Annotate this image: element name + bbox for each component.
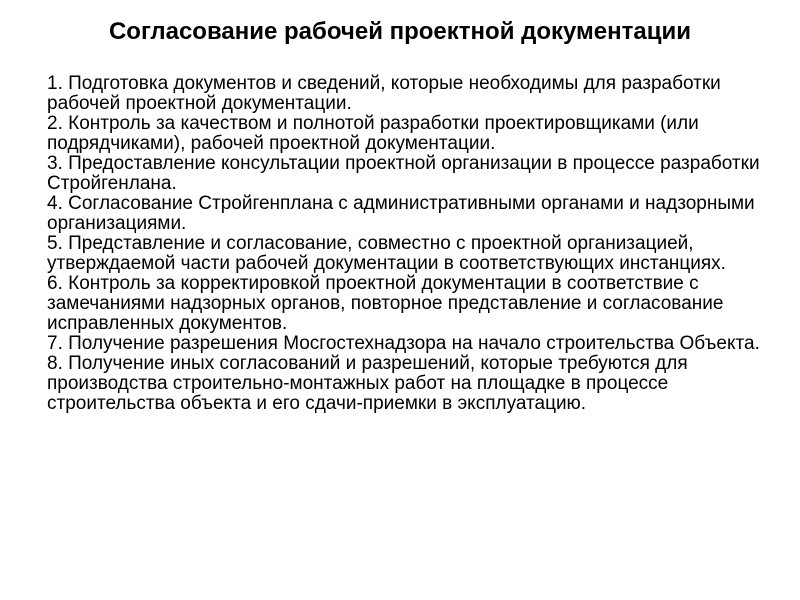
list-item-number: 8.	[47, 353, 63, 374]
list-item	[47, 354, 777, 414]
list-item-text: Подготовка документов и сведений, которые необходимы для разработки рабочей проектной документации.	[47, 73, 721, 114]
list-item	[47, 234, 777, 274]
item-list	[47, 74, 777, 414]
list-item-text: Получение разрешения Мосгостехнадзора на начало строительства Объекта.	[68, 333, 760, 354]
list-item-text: Предоставление консультации проектной организации в процессе разработки Стройгенлана.	[47, 153, 760, 194]
list-item-text: Получение иных согласований и разрешений, которые требуются для производства строительно-монтажных работ на площадке в процессе строительства объекта и его сдачи-приемки в эксплуатацию.	[47, 353, 688, 414]
list-item-number: 4.	[47, 193, 63, 214]
list-item-text: Контроль за качеством и полнотой разработки проектировщиками (или подрядчиками), рабочей проектной документации.	[47, 113, 699, 154]
list-item-number: 2.	[47, 113, 63, 134]
list-item-text: Согласование Стройгенплана с административными органами и надзорными организациями.	[47, 193, 755, 234]
list-item-text: Контроль за корректировкой проектной документации в соответствие с замечаниями надзорных органов, повторное представление и согласование исправленных документов.	[47, 273, 724, 334]
list-item	[47, 114, 777, 154]
list-item	[47, 74, 777, 114]
list-item-number: 5.	[47, 233, 63, 254]
list-item-number: 1.	[47, 73, 63, 94]
list-item	[47, 274, 777, 334]
list-item-number: 7.	[47, 333, 63, 354]
page-title: Согласование рабочей проектной документации	[108, 18, 692, 45]
list-item-number: 6.	[47, 273, 63, 294]
list-item	[47, 334, 777, 354]
list-item	[47, 194, 777, 234]
list-item-text: Представление и согласование, совместно с проектной организацией, утверждаемой части рабочей документации в соответствующих инстанциях.	[47, 233, 726, 274]
list-item	[47, 154, 777, 194]
list-item-number: 3.	[47, 153, 63, 174]
